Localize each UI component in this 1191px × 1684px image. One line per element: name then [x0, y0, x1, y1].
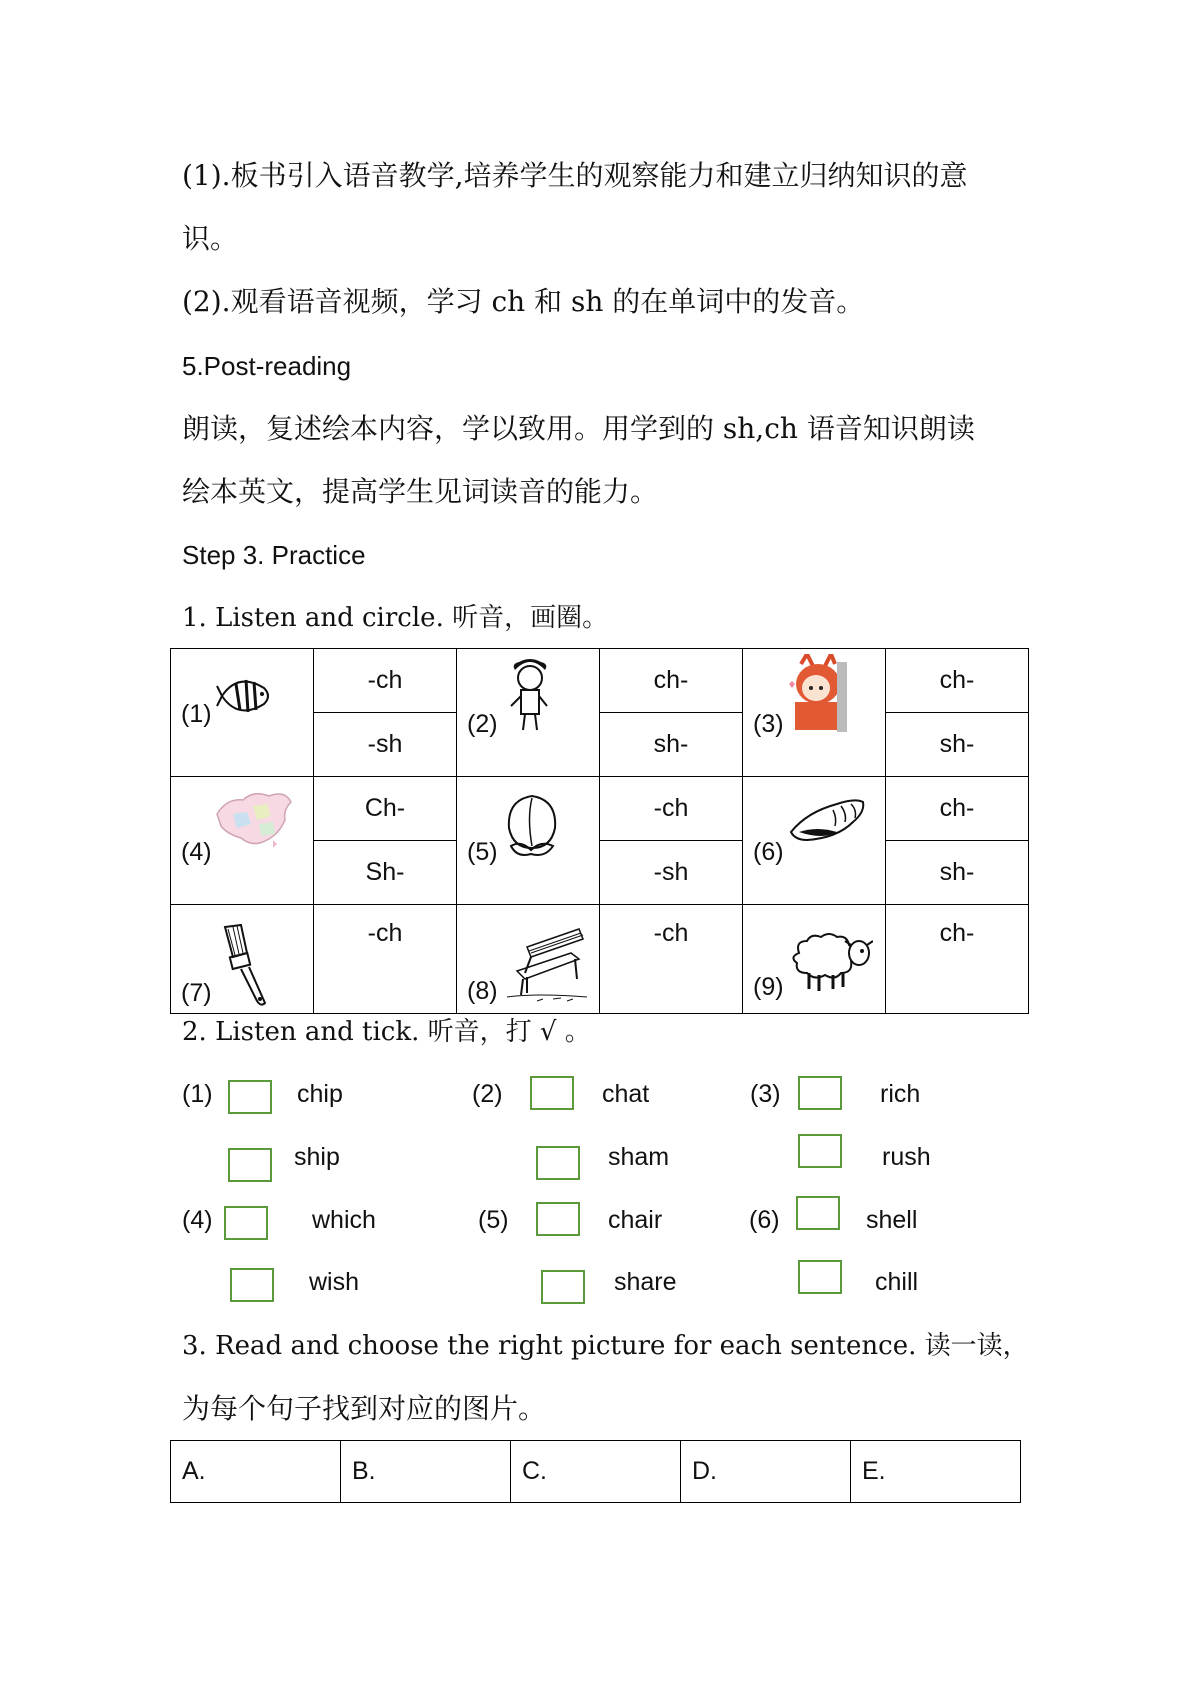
choice-cell-c[interactable]: C. [511, 1441, 681, 1503]
paragraph-2: (2).观看语音视频，学习 ch 和 sh 的在单词中的发音。 [182, 285, 865, 318]
china-map-icon [213, 784, 295, 854]
word-label: rush [882, 1143, 931, 1171]
item-number: (3) [753, 710, 784, 738]
tick-box[interactable] [530, 1076, 574, 1110]
paragraph-3-line-2: 绘本英文，提高学生见词读音的能力。 [182, 475, 659, 508]
shell-icon [787, 792, 867, 848]
option-cell[interactable]: sh- [886, 713, 1029, 777]
option-cell[interactable]: sh- [886, 841, 1029, 905]
item-number: (7) [181, 979, 212, 1007]
word-label: which [312, 1206, 376, 1234]
tick-box[interactable] [536, 1202, 580, 1236]
item-number: (9) [753, 973, 784, 1001]
tick-box[interactable] [228, 1148, 272, 1182]
exercise3-title-line-1: 3. Read and choose the right picture for each sentence. 读一读， [182, 1331, 1029, 1361]
picture-cell-8 [457, 905, 600, 1014]
fish-icon [216, 666, 276, 726]
item-number: (5) [467, 838, 498, 866]
option-cell[interactable]: ch- [886, 905, 1029, 1014]
word-label: rich [880, 1080, 921, 1108]
boy-icon [505, 656, 555, 736]
tick-box[interactable] [798, 1260, 842, 1294]
picture-cell-9 [743, 905, 886, 1014]
picture-choice-table [170, 1440, 1021, 1503]
picture-cell-4 [171, 777, 314, 905]
item-number: (2) [472, 1080, 503, 1108]
picture-cell-3 [743, 649, 886, 777]
option-cell[interactable]: -ch [600, 905, 743, 1014]
paragraph-1-line-2: 识。 [182, 222, 239, 255]
option-cell[interactable]: ch- [886, 777, 1029, 841]
word-label: wish [309, 1268, 360, 1296]
word-label: chill [875, 1268, 919, 1296]
item-number: (1) [182, 1080, 213, 1108]
picture-cell-6 [743, 777, 886, 905]
option-cell[interactable]: sh- [600, 713, 743, 777]
item-number: (6) [753, 838, 784, 866]
word-label: share [614, 1268, 677, 1296]
option-cell[interactable]: -ch [600, 777, 743, 841]
picture-cell-1 [171, 649, 314, 777]
tick-box[interactable] [798, 1076, 842, 1110]
tick-box[interactable] [228, 1080, 272, 1114]
word-label: chat [602, 1080, 650, 1108]
tick-box[interactable] [230, 1268, 274, 1302]
option-cell[interactable]: Ch- [314, 777, 457, 841]
item-number: (4) [182, 1206, 213, 1234]
option-cell[interactable]: -sh [600, 841, 743, 905]
picture-cell-2 [457, 649, 600, 777]
listen-circle-table [170, 648, 1029, 1014]
item-number: (8) [467, 977, 498, 1005]
word-label: ship [294, 1143, 340, 1171]
tick-box[interactable] [796, 1196, 840, 1230]
item-number: (2) [467, 710, 498, 738]
paragraph-3-line-1: 朗读，复述绘本内容，学以致用。用学到的 sh,ch 语音知识朗读 [182, 412, 975, 445]
tick-box[interactable] [798, 1134, 842, 1168]
option-cell[interactable]: Sh- [314, 841, 457, 905]
option-cell[interactable]: -ch [314, 905, 457, 1014]
step3-heading: Step 3. Practice [182, 540, 366, 570]
word-label: chair [608, 1206, 663, 1234]
exercise3-title-line-2: 为每个句子找到对应的图片。 [182, 1392, 547, 1425]
word-label: shell [866, 1206, 918, 1234]
word-label: chip [297, 1080, 343, 1108]
paragraph-1-line-1: (1).板书引入语音教学,培养学生的观察能力和建立归纳知识的意 [182, 159, 968, 192]
peach-icon [499, 788, 565, 862]
option-cell[interactable]: -sh [314, 713, 457, 777]
choice-cell-a[interactable]: A. [171, 1441, 341, 1503]
item-number: (4) [181, 838, 212, 866]
exercise1-title: 1. Listen and circle. 听音，画圈。 [182, 603, 609, 633]
item-number: (1) [181, 700, 212, 728]
option-cell[interactable]: ch- [600, 649, 743, 713]
tick-box[interactable] [541, 1270, 585, 1304]
picture-cell-7 [171, 905, 314, 1014]
post-reading-heading: 5.Post-reading [182, 351, 352, 381]
exercise2-title: 2. Listen and tick. 听音，打 √ 。 [182, 1017, 591, 1047]
item-number: (6) [749, 1206, 780, 1234]
choice-cell-b[interactable]: B. [341, 1441, 511, 1503]
item-number: (5) [478, 1206, 509, 1234]
girl-peeking-icon [783, 654, 853, 732]
choice-cell-e[interactable]: E. [851, 1441, 1021, 1503]
bench-icon [497, 923, 597, 1007]
choice-cell-d[interactable]: D. [681, 1441, 851, 1503]
sheep-icon [785, 931, 873, 995]
option-cell[interactable]: ch- [886, 649, 1029, 713]
word-label: sham [608, 1143, 670, 1171]
item-number: (3) [750, 1080, 781, 1108]
picture-cell-5 [457, 777, 600, 905]
tick-box[interactable] [224, 1206, 268, 1240]
paint-brush-icon [217, 923, 273, 1009]
option-cell[interactable]: -ch [314, 649, 457, 713]
tick-box[interactable] [536, 1146, 580, 1180]
